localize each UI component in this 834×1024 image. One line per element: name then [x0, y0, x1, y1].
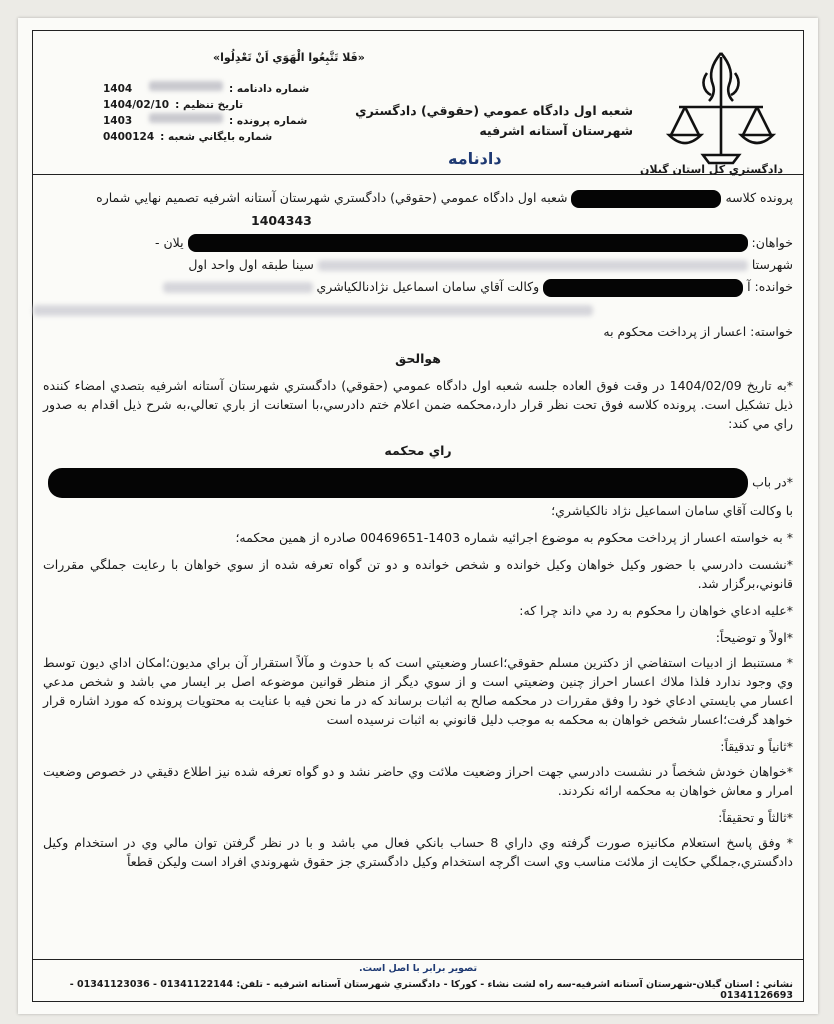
meta-label: شماره بايگاني شعبه :: [160, 131, 273, 143]
document-sheet: [18, 18, 818, 1014]
meta-label: تاريخ تنظيم :: [175, 99, 244, 111]
third-heading: *ثالثاً و تحقيقاً:: [718, 809, 793, 825]
third-paragraph: * وفق پاسخ استعلام مكانيزه صورت گرفته وي داراي 8 حساب بانكي فعال مي باشد و با در نظر گرفتن توان مالي وي در استخدام وكيل دادگستري،جملگي حكايت از ملائت مناسب وي است اگرچه استخدام وكيل دادگستري جز حقوق شهروندي افراد است وليكن قطعاً: [43, 834, 793, 869]
defendant-text: وكالت آقاي سامان اسماعيل نژادنالكياشري: [316, 279, 540, 294]
redaction-bar: [571, 190, 721, 208]
meta-value: 1404/02/10: [103, 99, 170, 111]
case-line: [43, 188, 793, 208]
department-name: دادگستري كل استان گيلان: [640, 163, 783, 176]
meta-row: [103, 129, 309, 145]
verse-header: «فَلا تَتَّبِعُوا الْهَوَي اَنْ تَعْدِلُوا»: [213, 51, 365, 64]
claim-paragraph: * به خواسته اعسار از پرداخت محكوم به موضوع اجرائيه شماره 1403-00469651 صادره از همين محكمه؛: [235, 529, 793, 545]
address-line: [43, 255, 793, 274]
claim-line: خواسته: اعسار از پرداخت محكوم به: [603, 323, 793, 339]
case-number: 1404343: [251, 212, 312, 228]
dar-bab-line: [43, 468, 793, 498]
meta-value: 1404: [103, 83, 133, 95]
case-prefix: پرونده كلاسه: [725, 190, 793, 205]
defendant-label: خوانده: آ: [747, 279, 793, 294]
meta-label: شماره پرونده :: [229, 115, 308, 127]
redaction-bar: [543, 279, 743, 297]
address-tail: سينا طبقه اول واحد اول: [188, 257, 314, 272]
redaction-bar: [48, 468, 748, 498]
session-paragraph: *به تاريخ 1404/02/09 در وقت فوق العاده جلسه شعبه اول دادگاه عمومي (حقوقي) دادگستري شهرستان آستانه اشرفيه بتصدي امضاء كننده ذيل تشكيل است. پرونده كلاسه فوق تحت نظر قرار دارد،محكمه ضمن اعلام ختم دادرسي،با استعانت از باري تعالي،به شرح ذيل اقدام به صدور راي مي كند:: [43, 377, 794, 431]
certified-copy-note: تصوير برابر با اصل است.: [358, 963, 478, 974]
document-frame: [32, 30, 804, 1002]
hovalhagh-heading: هوالحق: [395, 350, 441, 366]
meta-row: [103, 97, 309, 113]
meta-row: [103, 81, 309, 97]
defendant-line: [43, 277, 793, 297]
redaction-blur: [33, 305, 593, 316]
plaintiff-line: [43, 233, 793, 253]
redaction-bar: [188, 234, 748, 252]
first-heading: *اولاً و توضيحاً:: [715, 629, 793, 645]
lawyer-paragraph: با وكالت آقاي سامان اسماعيل نژاد نالكياشري؛: [551, 502, 793, 518]
reasoning-intro: *عليه ادعاي خواهان را محكوم به رد مي داند چرا كه:: [519, 602, 793, 618]
verdict-heading: راي محكمه: [384, 442, 452, 458]
header-divider: [33, 174, 803, 175]
redaction-blur: [149, 81, 223, 91]
redacted-line: [43, 300, 793, 319]
case-metadata: [103, 81, 309, 145]
court-name: شعبه اول دادگاه عمومي (حقوقي) دادگستري شهرستان آستانه اشرفيه: [355, 103, 633, 138]
redaction-blur: [163, 282, 313, 293]
meta-value: 1403: [103, 115, 133, 127]
meta-label: شماره دادنامه :: [229, 83, 310, 95]
plaintiff-label: خواهان:: [751, 234, 793, 250]
dar-bab-label: *در باب: [752, 474, 793, 489]
second-paragraph: *خواهان خودش شخصاً در نشست دادرسي جهت احراز وضعيت ملائت وي حاضر نشد و دو گواه تعرفه شده نيز اطلاع دقيقي در خصوص وضعيت امرار و معاش خواهان به محكمه ارائه نكردند.: [43, 763, 793, 798]
iran-emblem-scales-icon: [651, 43, 791, 183]
meta-value: 0400124: [103, 131, 155, 143]
plaintiff-tail: يلان -: [154, 234, 184, 250]
meta-row: [103, 113, 309, 129]
redaction-blur: [149, 113, 223, 123]
second-heading: *ثانياً و تدقيقاً:: [720, 738, 793, 754]
case-text: شعبه اول دادگاه عمومي (حقوقي) دادگستري شهرستان آستانه اشرفيه تصميم نهايي شماره: [96, 190, 568, 205]
address-start: شهرستا: [751, 257, 793, 272]
hearing-paragraph: *نشست دادرسي با حضور وكيل خواهان وكيل خوانده و شخص خوانده و دو تن گواه تعرفه شده از سوي خواهان با رعايت جملگي مقررات قانوني،برگزار شد.: [43, 556, 793, 591]
footer-address: نشاني : استان گيلان-شهرستان آستانه اشرفيه-سه راه لشت نشاء - كوركا - دادگستري شهرستان آستانه اشرفيه - تلفن: 01341122144 - 01341123036 - 01341126693: [69, 979, 793, 1001]
footer-divider: [33, 959, 803, 960]
document-title: دادنامه: [448, 149, 502, 168]
first-paragraph: * مستنبط از ادبيات استفاضي از دكترين مسلم حقوقي؛اعسار وضعيتي است كه با حدوث و مآلاً استقرار آن براي مديون؛امكان اداي ديون توسط وي وجود ندارد فلذا ملاك اعسار احراز چنين وضعيتي است و از سوي ديگر از منظر قوانين موضوعه اصل بر ايسار مي باشد و شخص مدعي اعسار مي بايستي ادعاي خود را وفق مقررات در محكمه صالح به اثبات برساند كه در ما نحن فيه با عنايت به محتويات پرونده كه مورد اشاره قرار خواهد گرفت؛اعسار شخص خواهان به محكمه به موجب دليل قانوني به اثبات نرسيده است: [43, 654, 793, 727]
document-body: [43, 188, 793, 874]
redaction-blur: [318, 260, 748, 271]
